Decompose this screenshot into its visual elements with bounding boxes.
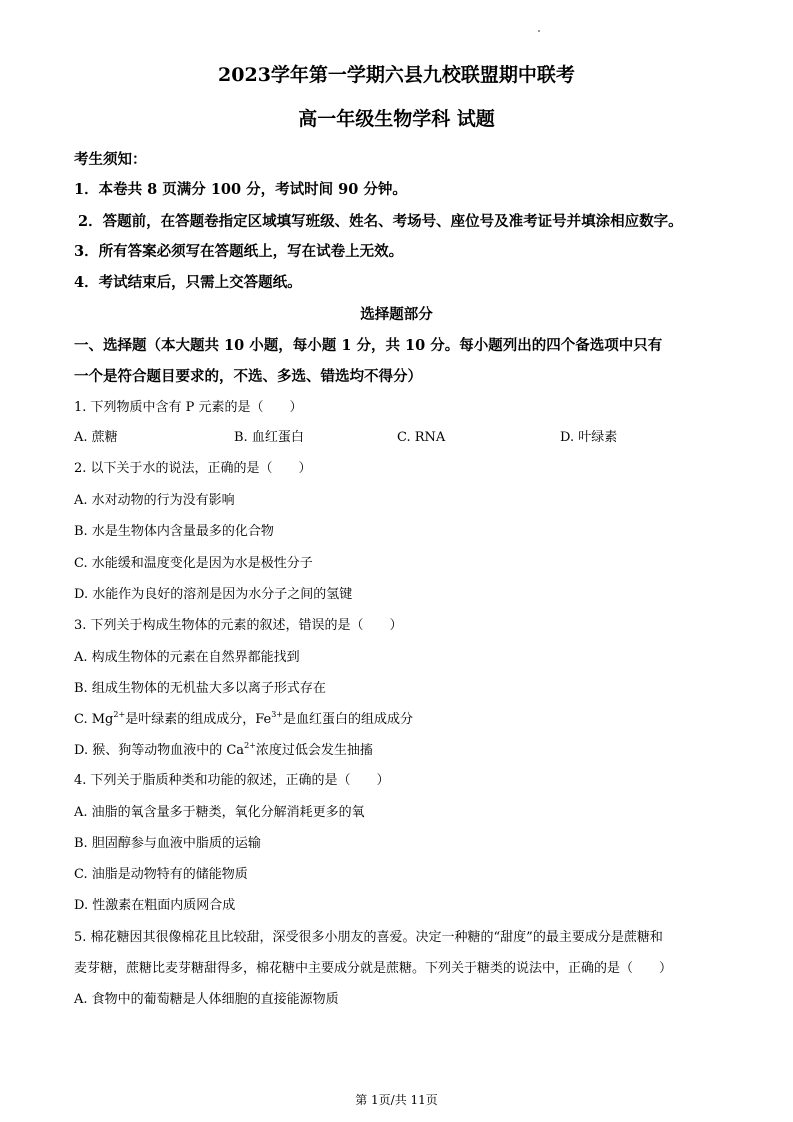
question-3-stem: 3. 下列关于构成生物体的元素的叙述，错误的是（ ） — [74, 618, 403, 633]
option-text: 浓度过低会发生抽搐 — [255, 743, 373, 758]
question-3-option-a: A. 构成生物体的元素在自然界都能找到 — [74, 650, 300, 665]
option-text: 是叶绿素的组成成分，Fe — [125, 712, 272, 727]
ion-charge: 2+ — [244, 741, 256, 750]
notice-item: 4．考试结束后，只需上交答题纸。 — [74, 274, 302, 291]
question-4-option-a: A. 油脂的氧含量多于糖类，氧化分解消耗更多的氧 — [74, 805, 365, 820]
question-5-stem-cont: 麦芽糖，蔗糖比麦芽糖甜得多，棉花糖中主要成分就是蔗糖。下列关于糖类的说法中，正确的是（ ） — [74, 961, 673, 976]
question-4-option-b: B. 胆固醇参与血液中脂质的运输 — [74, 836, 261, 851]
question-4-stem: 4. 下列关于脂质种类和功能的叙述，正确的是（ ） — [74, 773, 390, 788]
question-1-option-c: C. RNA — [397, 430, 446, 445]
ion-charge: 3+ — [271, 710, 283, 719]
section-title: 选择题部分 — [360, 306, 433, 323]
question-2-option-d: D. 水能作为良好的溶剂是因为水分子之间的氢键 — [74, 587, 353, 602]
exam-subtitle: 高一年级生物学科 试题 — [298, 108, 495, 130]
question-5-stem: 5. 棉花糖因其很像棉花且比较甜，深受很多小朋友的喜爱。决定一种糖的“甜度”的最主要成分是蔗糖和 — [74, 930, 663, 945]
question-2-option-c: C. 水能缓和温度变化是因为水是极性分子 — [74, 556, 313, 571]
question-3-option-c — [74, 710, 413, 730]
question-3-option-d — [74, 741, 373, 761]
question-4-option-d: D. 性激素在粗面内质网合成 — [74, 898, 236, 913]
question-1-option-d: D. 叶绿素 — [560, 430, 618, 445]
notice-item: 3．所有答案必须写在答题纸上，写在试卷上无效。 — [74, 243, 404, 260]
question-1-option-b: B. 血红蛋白 — [234, 430, 304, 445]
part-heading: 一、选择题（本大题共 10 小题，每小题 1 分，共 10 分。每小题列出的四个备选项中只有 — [74, 337, 663, 354]
question-2-option-b: B. 水是生物体内含量最多的化合物 — [74, 524, 274, 539]
exam-title: 2023学年第一学期六县九校联盟期中联考 — [218, 64, 575, 86]
option-text: 是血红蛋白的组成成分 — [283, 712, 414, 727]
question-5-option-a: A. 食物中的葡萄糖是人体细胞的直接能源物质 — [74, 992, 339, 1007]
notice-item: 1．本卷共 8 页满分 100 分，考试时间 90 分钟。 — [74, 181, 407, 198]
scan-dot — [538, 30, 540, 32]
question-3-option-b: B. 组成生物体的无机盐大多以离子形式存在 — [74, 681, 326, 696]
page-footer: 第 1页/共 11页 — [355, 1093, 438, 1107]
question-1-option-a: A. 蔗糖 — [74, 430, 118, 445]
question-2-option-a: A. 水对动物的行为没有影响 — [74, 493, 235, 508]
option-text: C. Mg — [74, 712, 114, 727]
option-text: D. 猴、狗等动物血液中的 Ca — [74, 743, 245, 758]
ion-charge: 2+ — [113, 710, 126, 719]
question-2-stem: 2. 以下关于水的说法，正确的是（ ） — [74, 461, 312, 476]
question-1-stem: 1. 下列物质中含有 P 元素的是（ ） — [74, 400, 303, 415]
part-heading-cont: 一个是符合题目要求的，不选、多选、错选均不得分） — [74, 368, 422, 385]
question-4-option-c: C. 油脂是动物特有的储能物质 — [74, 867, 248, 882]
notice-heading: 考生须知： — [74, 151, 147, 168]
notice-item: 2．答题前，在答题卷指定区域填写班级、姓名、考场号、座位号及准考证号并填涂相应数字。 — [78, 213, 683, 230]
